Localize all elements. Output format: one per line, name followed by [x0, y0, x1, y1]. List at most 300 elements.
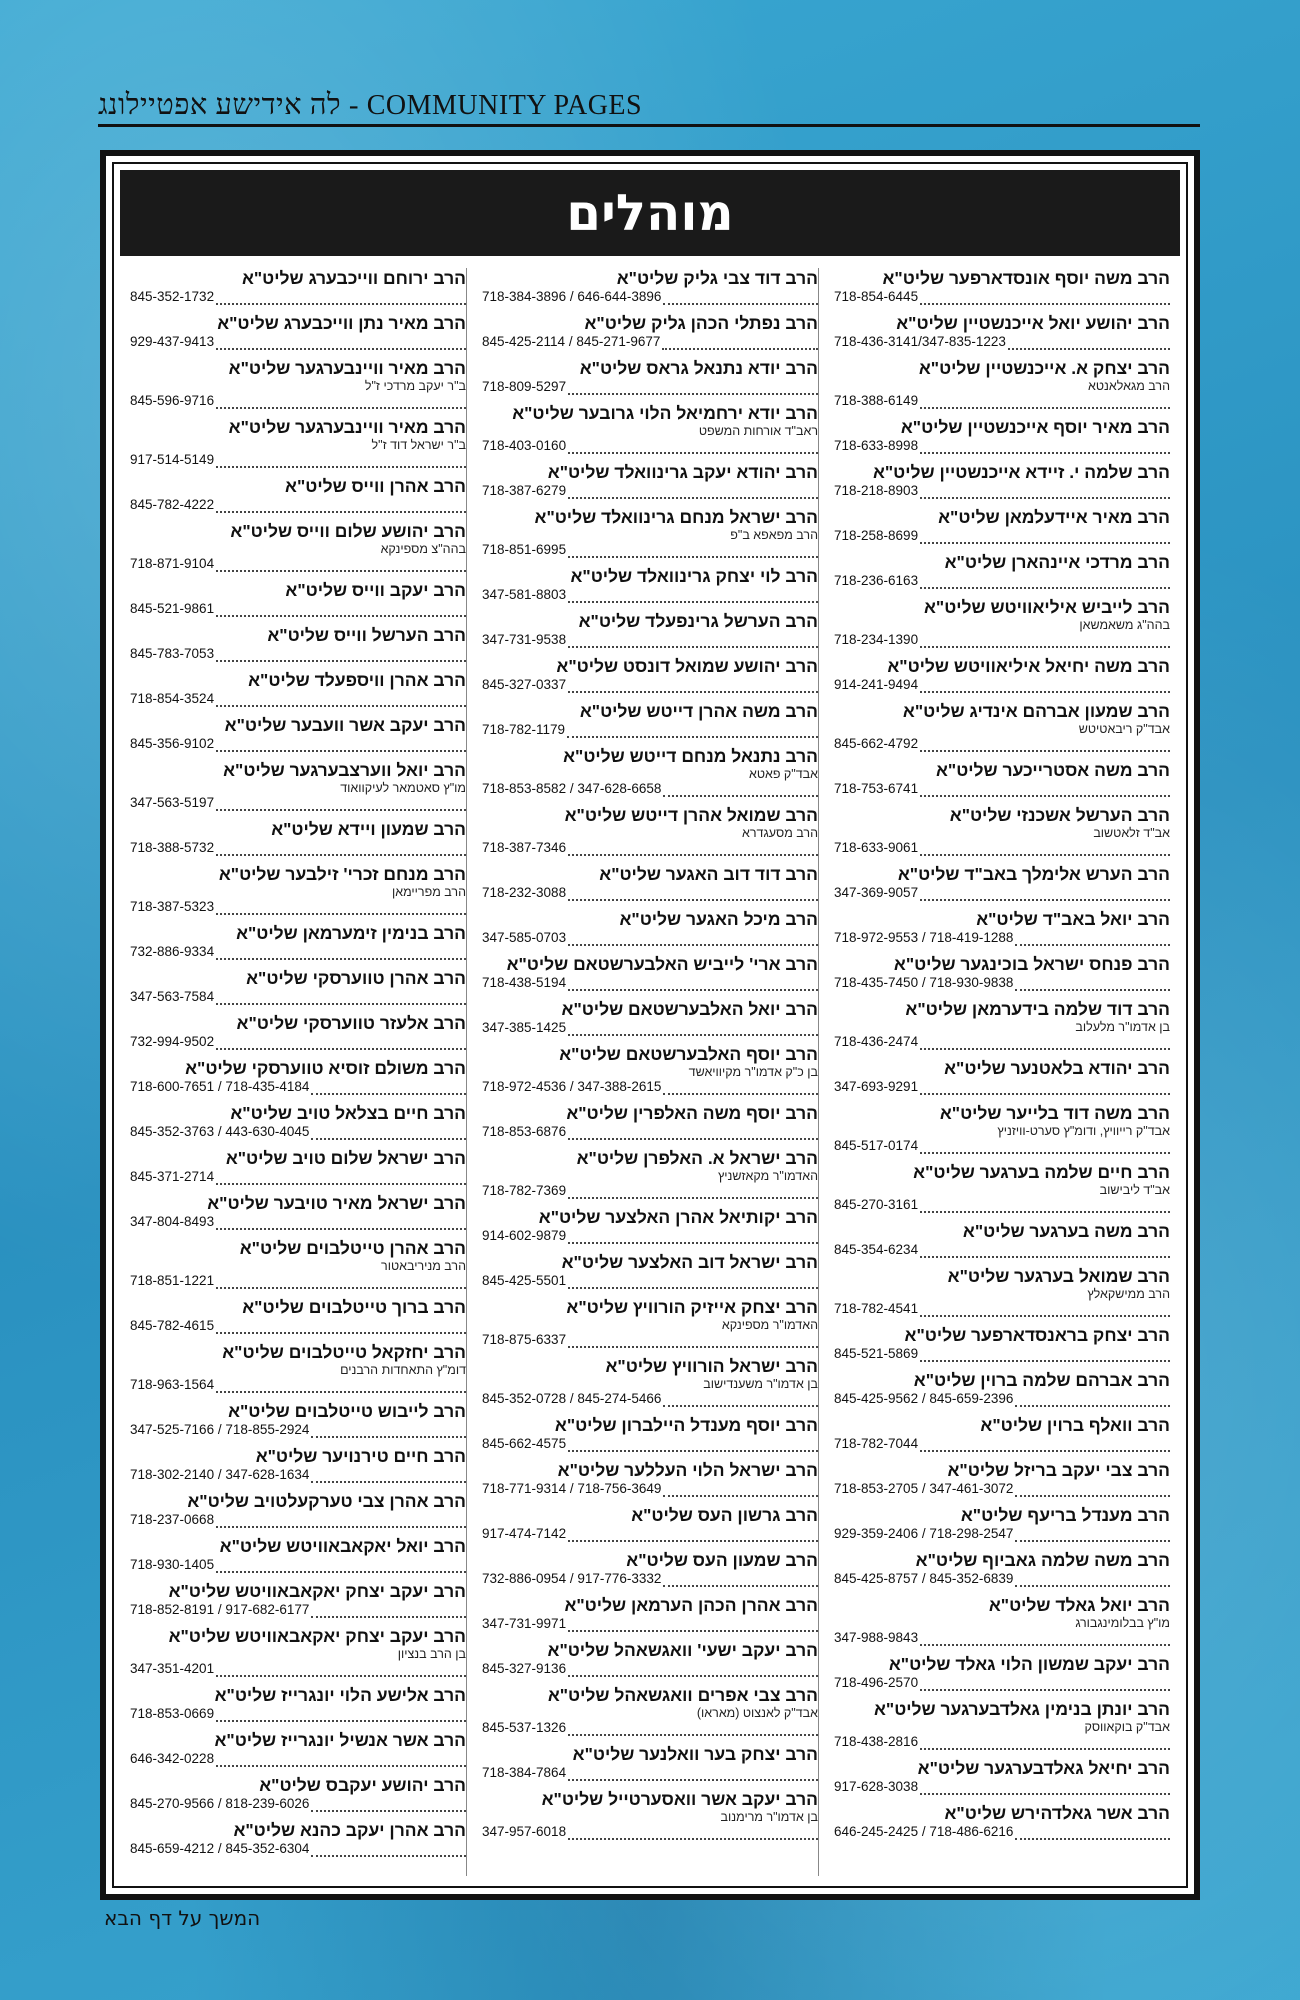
rabbi-name: הרב יונתן בנימין גאלדבערגער שליט"א	[873, 1699, 1170, 1719]
list-item	[130, 1446, 466, 1483]
dot-leader	[568, 1126, 818, 1140]
phone-number: 845-327-9136	[482, 1661, 567, 1676]
rabbi-name: הרב יואל ווערצבערגער שליט"א	[223, 760, 466, 780]
dot-leader	[568, 485, 818, 499]
list-item	[834, 656, 1170, 693]
phone-line	[130, 1467, 466, 1483]
dot-leader	[216, 395, 466, 409]
rabbi-name: הרב יואל האלבערשטאם שליט"א	[561, 999, 818, 1019]
rabbi-name: הרב אהרן ווייס שליט"א	[285, 476, 466, 496]
phone-line	[834, 840, 1170, 856]
dot-leader	[216, 738, 466, 752]
phone-number: 732-994-9502	[130, 1034, 215, 1049]
phone-number: 718-871-9104	[130, 556, 215, 571]
phone-number: 845-659-4212 / 845-352-6304	[130, 1841, 310, 1856]
dot-leader	[568, 381, 818, 395]
rabbi-name: הרב יעקב יצחק יאקאבאוויטש שליט"א	[168, 1581, 466, 1601]
dot-leader	[568, 887, 818, 901]
list-item	[130, 1238, 466, 1289]
list-item	[834, 1550, 1170, 1587]
list-item	[834, 1162, 1170, 1213]
rabbi-name: הרב שמואל אהרן דייטש שליט"א	[564, 805, 818, 825]
phone-line	[130, 1377, 466, 1393]
phone-line	[834, 781, 1170, 797]
phone-line	[482, 289, 818, 305]
phone-line	[482, 542, 818, 558]
rabbi-name: הרב מאיר וויינבערגער שליט"א	[228, 417, 466, 437]
list-item	[834, 760, 1170, 797]
phone-number: 845-782-4222	[130, 497, 215, 512]
dot-leader	[920, 440, 1170, 454]
rabbi-name: הרב אהרן יעקב כהנא שליט"א	[233, 1820, 466, 1840]
rabbi-name: הרב יהושע יואל אייכנשטיין שליט"א	[896, 313, 1170, 333]
rabbi-name: הרב אשר אנשיל יונגרייז שליט"א	[214, 1730, 466, 1750]
dot-leader	[568, 1767, 818, 1781]
dot-leader	[663, 1573, 818, 1587]
phone-line	[482, 1183, 818, 1199]
list-item	[834, 1370, 1170, 1407]
list-item	[834, 507, 1170, 544]
dot-leader	[311, 1081, 466, 1095]
list-item	[482, 1044, 818, 1095]
dot-leader	[920, 1736, 1170, 1750]
phone-number: 347-988-9843	[834, 1630, 919, 1645]
dot-leader	[1015, 1393, 1170, 1407]
list-item	[130, 625, 466, 662]
phone-line	[482, 722, 818, 738]
phone-line	[482, 587, 818, 603]
rabbi-name: הרב ישראל דוב האלצער שליט"א	[561, 1252, 818, 1272]
phone-number: 732-886-9334	[130, 944, 215, 959]
phone-line	[130, 497, 466, 513]
column-3	[130, 268, 467, 1876]
phone-line	[834, 483, 1170, 499]
phone-number: 718-782-7044	[834, 1436, 919, 1451]
rabbi-name: הרב אברהם שלמה ברוין שליט"א	[913, 1370, 1170, 1390]
phone-line	[130, 1661, 466, 1677]
dot-leader	[216, 1753, 466, 1767]
phone-line	[130, 601, 466, 617]
rabbi-name: הרב דוד דוב האגער שליט"א	[599, 864, 818, 884]
dot-leader	[662, 336, 818, 350]
rabbi-name: הרב ירוחם ווייכבערג שליט"א	[241, 268, 466, 288]
phone-number: 347-731-9538	[482, 632, 567, 647]
rabbi-name: הרב בנימין זימערמאן שליט"א	[236, 923, 466, 943]
rabbi-title: אבד"ק רייוויץ, ודומ"ץ סערט-וויזניץ	[997, 1124, 1170, 1138]
header-text	[98, 89, 642, 122]
phone-line	[834, 885, 1170, 901]
phone-number: 718-633-8998	[834, 438, 919, 453]
dot-leader	[216, 603, 466, 617]
header-english-title: COMMUNITY PAGES	[366, 90, 643, 121]
list-item	[482, 1415, 818, 1452]
rabbi-name: הרב לייביש איליאוויטש שליט"א	[923, 597, 1170, 617]
list-item	[834, 805, 1170, 856]
dot-leader	[216, 991, 466, 1005]
list-item	[834, 462, 1170, 499]
list-item	[482, 507, 818, 558]
list-item	[834, 1415, 1170, 1452]
phone-line	[482, 677, 818, 693]
rabbi-name: הרב יחזקאל טייטלבוים שליט"א	[222, 1342, 466, 1362]
phone-number: 718-438-5194	[482, 975, 567, 990]
phone-number: 845-596-9716	[130, 393, 215, 408]
rabbi-name: הרב יעקב אשר וועבער שליט"א	[224, 715, 466, 735]
phone-line	[834, 573, 1170, 589]
phone-number: 917-474-7142	[482, 1526, 567, 1541]
list-item	[482, 1103, 818, 1140]
list-item	[834, 313, 1170, 350]
dot-leader	[920, 1632, 1170, 1646]
dot-leader	[920, 1199, 1170, 1213]
phone-number: 845-371-2714	[130, 1169, 215, 1184]
phone-number: 845-521-5869	[834, 1346, 919, 1361]
phone-line	[482, 438, 818, 454]
dot-leader	[920, 1036, 1170, 1050]
dot-leader	[216, 1216, 466, 1230]
phone-number: 845-521-9861	[130, 601, 215, 616]
dot-leader	[216, 901, 466, 915]
rabbi-title: ב"ר ישראל דוד ז"ל	[371, 438, 466, 452]
rabbi-name: הרב אהרן צבי טערקעלטויב שליט"א	[187, 1491, 466, 1511]
phone-line	[834, 528, 1170, 544]
list-item	[834, 268, 1170, 305]
dot-leader	[920, 1244, 1170, 1258]
phone-line	[482, 1571, 818, 1587]
list-item	[130, 1342, 466, 1393]
phone-line	[482, 1661, 818, 1677]
dot-leader	[311, 1126, 466, 1140]
phone-line	[834, 1571, 1170, 1587]
phone-line	[482, 975, 818, 991]
list-item	[130, 1820, 466, 1857]
phone-number: 718-234-1390	[834, 632, 919, 647]
page-title: מוהלים	[566, 184, 734, 242]
phone-line	[834, 1824, 1170, 1840]
dot-leader	[568, 679, 818, 693]
phone-line	[834, 1391, 1170, 1407]
phone-number: 718-218-8903	[834, 483, 919, 498]
phone-line	[130, 1124, 466, 1140]
list-item	[834, 909, 1170, 946]
dot-leader	[216, 499, 466, 513]
phone-number: 718-854-6445	[834, 289, 919, 304]
list-item	[482, 1595, 818, 1632]
phone-number: 718-854-3524	[130, 691, 215, 706]
rabbi-title: ב"ר יעקב מרדכי ז"ל	[364, 379, 466, 393]
phone-line	[130, 795, 466, 811]
phone-line	[834, 393, 1170, 409]
rabbi-name: הרב יחיאל גאלדבערגער שליט"א	[917, 1758, 1170, 1778]
phone-line	[834, 1138, 1170, 1154]
dot-leader	[1015, 932, 1170, 946]
dot-leader	[216, 291, 466, 305]
list-item	[834, 1058, 1170, 1095]
dot-leader	[568, 1826, 818, 1840]
list-item	[130, 1536, 466, 1573]
phone-number: 718-771-9314 / 718-756-3649	[482, 1481, 662, 1496]
phone-number: 347-563-7584	[130, 989, 215, 1004]
rabbi-title: אבד"ק ריבאטיטש	[1078, 722, 1170, 736]
rabbi-name: הרב יהודא בלאטנער שליט"א	[944, 1058, 1170, 1078]
rabbi-title: הרב מניריבאטור	[381, 1259, 466, 1273]
list-item	[130, 1730, 466, 1767]
phone-number: 718-435-7450 / 718-930-9838	[834, 975, 1014, 990]
rabbi-title: ראב"ד אורחות המשפט	[698, 424, 818, 438]
dot-leader	[920, 783, 1170, 797]
phone-line	[482, 781, 818, 797]
dot-leader	[1015, 1573, 1170, 1587]
rabbi-name: הרב מאיר נתן ווייכבערג שליט"א	[217, 313, 466, 333]
phone-line	[834, 1675, 1170, 1691]
rabbi-name: הרב מנחם זכרי' זילבער שליט"א	[218, 864, 466, 884]
phone-line	[834, 1079, 1170, 1095]
dot-leader	[216, 558, 466, 572]
phone-number: 917-628-3038	[834, 1779, 919, 1794]
phone-line	[482, 1079, 818, 1095]
dot-leader	[920, 485, 1170, 499]
header-separator: -	[341, 89, 367, 121]
dot-leader	[568, 977, 818, 991]
dot-leader	[663, 1081, 818, 1095]
phone-line	[130, 1214, 466, 1230]
phone-number: 845-425-5501	[482, 1273, 567, 1288]
dot-leader	[216, 454, 466, 468]
column-2	[482, 268, 819, 1876]
phone-number: 718-851-1221	[130, 1273, 215, 1288]
list-item	[130, 1401, 466, 1438]
phone-line	[482, 1481, 818, 1497]
phone-number: 718-436-2474	[834, 1034, 919, 1049]
rabbi-name: הרב יהושע שלום ווייס שליט"א	[230, 521, 466, 541]
list-item	[130, 358, 466, 409]
rabbi-name: הרב נתנאל מנחם דייטש שליט"א	[563, 746, 818, 766]
phone-line	[482, 1391, 818, 1407]
rabbi-name: הרב אלישע הלוי יונגרייז שליט"א	[214, 1685, 466, 1705]
rabbi-title: אבד"ק פאטא	[748, 767, 818, 781]
phone-number: 718-972-4536 / 347-388-2615	[482, 1079, 662, 1094]
phone-number: 718-387-5323	[130, 899, 215, 914]
rabbi-title: הרב מפריימאן	[392, 885, 466, 899]
list-item	[130, 476, 466, 513]
list-item	[482, 746, 818, 797]
list-item	[130, 1775, 466, 1812]
dot-leader	[920, 530, 1170, 544]
page-header	[98, 86, 1200, 127]
rabbi-name: הרב שמעון אברהם אינדיג שליט"א	[902, 701, 1170, 721]
phone-line	[130, 1602, 466, 1618]
phone-number: 845-352-3763 / 443-630-4045	[130, 1124, 310, 1139]
phone-line	[130, 1841, 466, 1857]
list-item	[130, 580, 466, 617]
dot-leader	[663, 783, 818, 797]
rabbi-name: הרב לוי יצחק גרינוואלד שליט"א	[570, 566, 818, 586]
list-item	[130, 1013, 466, 1050]
phone-number: 845-425-9562 / 845-659-2396	[834, 1391, 1014, 1406]
dot-leader	[1008, 336, 1170, 350]
rabbi-name: הרב יצחק אייזיק הורוויץ שליט"א	[566, 1297, 818, 1317]
phone-number: 845-270-3161	[834, 1197, 919, 1212]
dot-leader	[568, 1663, 818, 1677]
list-item	[834, 1803, 1170, 1840]
phone-line	[834, 975, 1170, 991]
rabbi-name: הרב ישראל א. האלפרן שליט"א	[576, 1148, 818, 1168]
dot-leader	[216, 1559, 466, 1573]
dot-leader	[311, 1604, 466, 1618]
list-item	[482, 864, 818, 901]
phone-number: 718-852-8191 / 917-682-6177	[130, 1602, 310, 1617]
rabbi-name: הרב שלמה י. זיידא אייכנשטיין שליט"א	[872, 462, 1170, 482]
list-item	[130, 923, 466, 960]
dot-leader	[311, 1843, 466, 1857]
phone-number: 718-600-7651 / 718-435-4184	[130, 1079, 310, 1094]
list-item	[482, 1789, 818, 1840]
phone-number: 845-327-0337	[482, 677, 567, 692]
dot-leader	[568, 842, 818, 856]
rabbi-name: הרב יעקב ווייס שליט"א	[285, 580, 466, 600]
phone-number: 718-438-2816	[834, 1734, 919, 1749]
rabbi-name: הרב דוד שלמה בידערמאן שליט"א	[905, 999, 1170, 1019]
columns	[130, 268, 1170, 1876]
list-item	[834, 1654, 1170, 1691]
rabbi-title: בהה"צ מספינקא	[380, 542, 466, 556]
dot-leader	[568, 589, 818, 603]
list-item	[130, 760, 466, 811]
phone-number: 646-342-0228	[130, 1751, 215, 1766]
phone-number: 917-514-5149	[130, 452, 215, 467]
phone-number: 646-245-2425 / 718-486-6216	[834, 1824, 1014, 1839]
rabbi-title: הרב מגאלאנטא	[1088, 379, 1170, 393]
column-1	[834, 268, 1170, 1876]
rabbi-name: הרב יעקב שמשון הלוי גאלד שליט"א	[888, 1654, 1170, 1674]
phone-line	[130, 899, 466, 915]
dot-leader	[920, 395, 1170, 409]
phone-number: 845-354-6234	[834, 1242, 919, 1257]
phone-line	[834, 1779, 1170, 1795]
phone-number: 718-232-3088	[482, 885, 567, 900]
list-item	[834, 1595, 1170, 1646]
listing-frame-inner	[112, 162, 1188, 1888]
dot-leader	[920, 1438, 1170, 1452]
phone-line	[834, 1242, 1170, 1258]
continued-note: המשך על דף הבא	[104, 1906, 261, 1930]
dot-leader	[568, 1334, 818, 1348]
list-item	[482, 1252, 818, 1289]
phone-line	[482, 1765, 818, 1781]
phone-line	[834, 1734, 1170, 1750]
rabbi-name: הרב חיים בצלאל טויב שליט"א	[230, 1103, 466, 1123]
rabbi-name: הרב חיים שלמה בערגער שליט"א	[913, 1162, 1170, 1182]
list-item	[130, 313, 466, 350]
rabbi-name: הרב שמעון ויידא שליט"א	[271, 819, 466, 839]
phone-line	[130, 1706, 466, 1722]
phone-number: 718-387-6279	[482, 483, 567, 498]
rabbi-name: הרב פנחס ישראל בוכינגער שליט"א	[893, 954, 1170, 974]
list-item	[482, 566, 818, 603]
dot-leader	[568, 440, 818, 454]
dot-leader	[568, 932, 818, 946]
rabbi-name: הרב צבי אפרים וואגשאהל שליט"א	[547, 1685, 818, 1705]
rabbi-name: הרב יואל גאלד שליט"א	[988, 1595, 1170, 1615]
list-item	[834, 1758, 1170, 1795]
rabbi-name: הרב יוסף מענדל היילברון שליט"א	[554, 1415, 818, 1435]
rabbi-title: דומ"ץ התאחדות הרבנים	[340, 1363, 466, 1377]
header-hebrew-title: אידישע אפטיילונג	[98, 89, 303, 121]
phone-number: 347-385-1425	[482, 1020, 567, 1035]
phone-line	[482, 1020, 818, 1036]
list-item	[130, 1103, 466, 1140]
list-item	[130, 1581, 466, 1618]
list-item	[482, 1148, 818, 1199]
list-item	[482, 268, 818, 305]
list-item	[130, 1626, 466, 1677]
dot-leader	[1015, 1483, 1170, 1497]
list-item	[130, 819, 466, 856]
list-item	[834, 954, 1170, 991]
dot-leader	[568, 544, 818, 558]
dot-leader	[311, 1469, 466, 1483]
phone-line	[130, 393, 466, 409]
list-item	[834, 1103, 1170, 1154]
dot-leader	[568, 1185, 818, 1199]
phone-line	[130, 289, 466, 305]
phone-number: 718-753-6741	[834, 781, 919, 796]
phone-line	[482, 1526, 818, 1542]
list-item	[482, 611, 818, 648]
phone-line	[130, 1169, 466, 1185]
list-item	[130, 1193, 466, 1230]
rabbi-name: הרב שמואל בערגער שליט"א	[947, 1266, 1170, 1286]
phone-number: 718-963-1564	[130, 1377, 215, 1392]
phone-number: 347-351-4201	[130, 1661, 215, 1676]
phone-number: 845-662-4792	[834, 736, 919, 751]
dot-leader	[568, 1022, 818, 1036]
rabbi-name: הרב גרשון העס שליט"א	[631, 1505, 818, 1525]
phone-line	[834, 1346, 1170, 1362]
phone-number: 718-258-8699	[834, 528, 919, 543]
phone-number: 718-853-0669	[130, 1706, 215, 1721]
list-item	[482, 1744, 818, 1781]
phone-line	[130, 1034, 466, 1050]
phone-line	[834, 1197, 1170, 1213]
rabbi-name: הרב משה בערגער שליט"א	[962, 1221, 1170, 1241]
list-item	[482, 358, 818, 395]
dot-leader	[568, 1230, 818, 1244]
phone-line	[482, 840, 818, 856]
dot-leader	[920, 842, 1170, 856]
phone-line	[130, 840, 466, 856]
phone-line	[834, 736, 1170, 752]
list-item	[482, 1640, 818, 1677]
rabbi-name: הרב ישראל מנחם גרינוואלד שליט"א	[534, 507, 818, 527]
dot-leader	[216, 1275, 466, 1289]
list-item	[482, 462, 818, 499]
phone-line	[834, 632, 1170, 648]
rabbi-name: הרב אשר גאלדהירש שליט"א	[944, 1803, 1170, 1823]
rabbi-name: הרב דוד צבי גליק שליט"א	[616, 268, 818, 288]
dot-leader	[920, 887, 1170, 901]
phone-number: 718-436-3141/347-835-1223	[834, 334, 1006, 349]
phone-line	[834, 289, 1170, 305]
list-item	[834, 1699, 1170, 1750]
phone-number: 845-270-9566 / 818-239-6026	[130, 1796, 310, 1811]
dot-leader	[568, 1438, 818, 1452]
phone-number: 718-384-3896 / 646-644-3896	[482, 289, 662, 304]
rabbi-name: הרב מאיר וויינבערגער שליט"א	[228, 358, 466, 378]
list-item	[834, 1221, 1170, 1258]
phone-line	[130, 1512, 466, 1528]
list-item	[130, 864, 466, 915]
